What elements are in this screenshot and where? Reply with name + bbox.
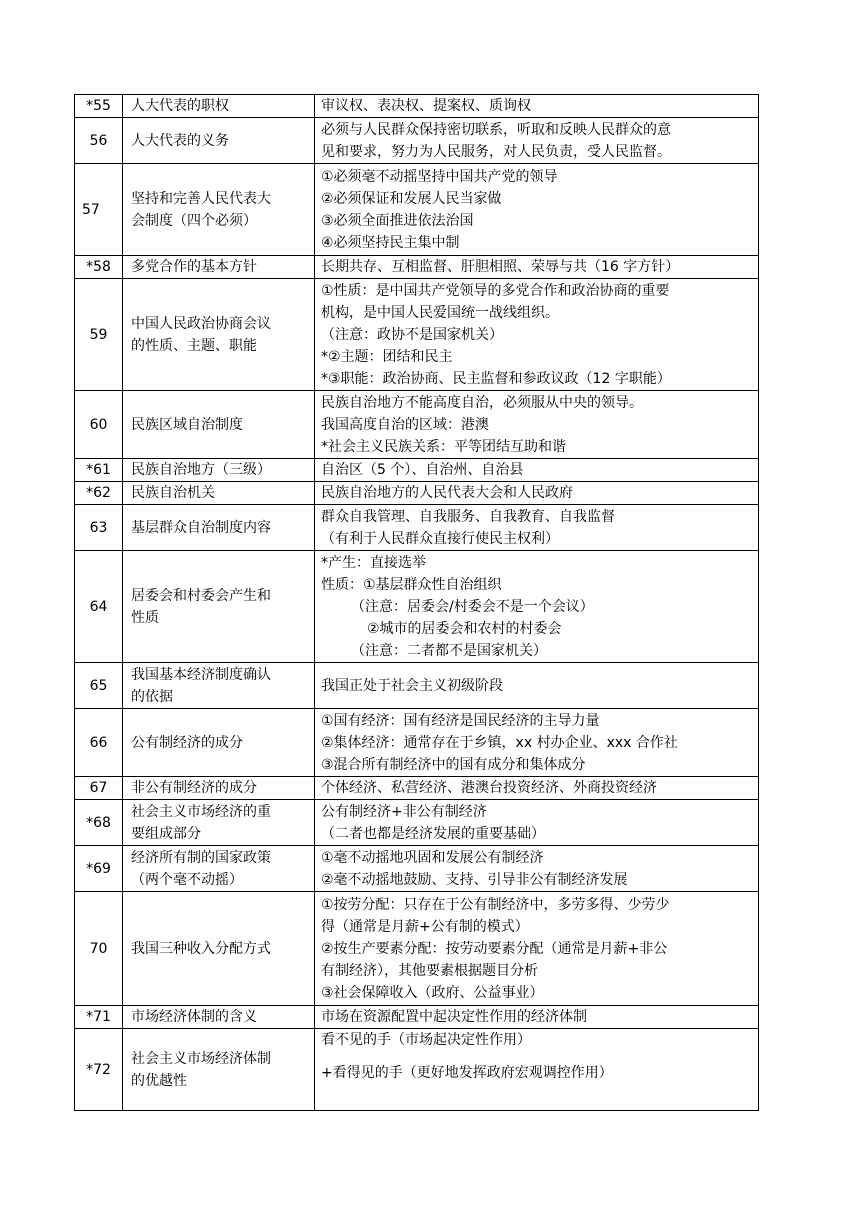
content-line: 公有制经济+非公有制经济 bbox=[321, 803, 487, 820]
row-topic bbox=[123, 709, 315, 777]
topic-line: 公有制经济的成分 bbox=[131, 734, 243, 751]
row-number: 59 bbox=[75, 279, 123, 391]
topic-line: 经济所有制的国家政策 bbox=[131, 849, 271, 866]
row-topic bbox=[123, 800, 315, 846]
table-row bbox=[75, 256, 759, 279]
content-line: *②主题：团结和民主 bbox=[321, 348, 453, 365]
table-row bbox=[75, 800, 759, 846]
content-line: 审议权、表决权、提案权、质询权 bbox=[321, 98, 531, 114]
row-number: 65 bbox=[75, 663, 123, 709]
content-line: ③混合所有制经济中的国有成分和集体成分 bbox=[321, 756, 586, 773]
row-topic bbox=[123, 118, 315, 164]
table-row bbox=[75, 551, 759, 663]
topic-line: 社会主义市场经济的重 bbox=[131, 803, 271, 820]
row-topic bbox=[123, 892, 315, 1006]
content-line: +看得见的手（更好地发挥政府宏观调控作用） bbox=[321, 1065, 613, 1081]
row-content bbox=[315, 164, 759, 256]
row-content bbox=[315, 459, 759, 482]
row-topic bbox=[123, 505, 315, 551]
content-line: ③社会保障收入（政府、公益事业） bbox=[321, 984, 544, 1001]
row-content bbox=[315, 95, 759, 118]
content-line: ③必须全面推进依法治国 bbox=[321, 212, 474, 229]
row-number: *72 bbox=[75, 1029, 123, 1111]
content-line: （有利于人民群众直接行使民主权利） bbox=[321, 530, 559, 547]
content-line: *产生：直接选举 bbox=[321, 554, 426, 571]
row-number: *69 bbox=[75, 846, 123, 892]
content-line: 看不见的手（市场起决定性作用） bbox=[321, 1032, 531, 1048]
topic-line: 非公有制经济的成分 bbox=[131, 780, 257, 796]
content-line: （注意：政协不是国家机关） bbox=[321, 326, 503, 343]
row-number: 67 bbox=[75, 777, 123, 800]
row-content bbox=[315, 505, 759, 551]
table-body bbox=[75, 95, 759, 1111]
topic-line: 人大代表的义务 bbox=[131, 132, 229, 149]
row-number: 63 bbox=[75, 505, 123, 551]
content-line: 个体经济、私营经济、港澳台投资经济、外商投资经济 bbox=[321, 780, 657, 796]
table-row bbox=[75, 1029, 759, 1111]
content-line: ②必须保证和发展人民当家做 bbox=[321, 190, 502, 207]
content-line: ②城市的居委会和农村的村委会 bbox=[367, 620, 562, 637]
row-topic bbox=[123, 95, 315, 118]
row-number: 70 bbox=[75, 892, 123, 1006]
row-content bbox=[315, 1029, 759, 1111]
table-row bbox=[75, 164, 759, 256]
content-line: *社会主义民族关系：平等团结互助和谐 bbox=[321, 438, 566, 455]
content-line: 民族自治地方的人民代表大会和人民政府 bbox=[321, 485, 573, 501]
table-row bbox=[75, 892, 759, 1006]
topic-line: 基层群众自治制度内容 bbox=[131, 519, 271, 536]
table-row bbox=[75, 709, 759, 777]
table-row bbox=[75, 777, 759, 800]
content-line: 自治区（5 个）、自治州、自治县 bbox=[321, 462, 524, 478]
row-content bbox=[315, 391, 759, 459]
content-line: 市场在资源配置中起决定性作用的经济体制 bbox=[321, 1009, 587, 1025]
row-topic bbox=[123, 777, 315, 800]
row-number: *62 bbox=[75, 482, 123, 505]
content-line: ①性质：是中国共产党领导的多党合作和政治协商的重要 bbox=[321, 282, 670, 299]
row-number: *58 bbox=[75, 256, 123, 279]
row-topic bbox=[123, 482, 315, 505]
row-content bbox=[315, 279, 759, 391]
content-line: 我国正处于社会主义初级阶段 bbox=[321, 677, 503, 694]
row-content bbox=[315, 118, 759, 164]
content-line: ①按劳分配：只存在于公有制经济中，多劳多得、少劳少 bbox=[321, 896, 670, 913]
row-topic bbox=[123, 1006, 315, 1029]
content-line: ①必须毫不动摇坚持中国共产党的领导 bbox=[321, 168, 558, 185]
topic-line: 坚持和完善人民代表大 bbox=[131, 190, 271, 207]
content-line: ②集体经济：通常存在于乡镇，xx 村办企业、xxx 合作社 bbox=[321, 734, 678, 751]
topic-line: 的依据 bbox=[131, 688, 173, 705]
row-number: 64 bbox=[75, 551, 123, 663]
topic-line: 多党合作的基本方针 bbox=[131, 259, 257, 275]
topic-line: 民族区域自治制度 bbox=[131, 416, 243, 433]
topic-line: 居委会和村委会产生和 bbox=[131, 587, 271, 604]
topic-line: 我国基本经济制度确认 bbox=[131, 666, 271, 683]
table-row bbox=[75, 118, 759, 164]
table-row bbox=[75, 95, 759, 118]
content-line: ②毫不动摇地鼓励、支持、引导非公有制经济发展 bbox=[321, 871, 628, 888]
row-topic bbox=[123, 663, 315, 709]
row-number: 66 bbox=[75, 709, 123, 777]
row-topic bbox=[123, 1029, 315, 1111]
topic-line: 人大代表的职权 bbox=[131, 98, 229, 114]
topic-line: 的性质、主题、职能 bbox=[131, 337, 257, 354]
topic-line: 我国三种收入分配方式 bbox=[131, 940, 271, 957]
row-topic bbox=[123, 164, 315, 256]
row-topic bbox=[123, 256, 315, 279]
content-line: 有制经济），其他要素根据题目分析 bbox=[321, 962, 538, 979]
topic-line: 社会主义市场经济体制 bbox=[131, 1050, 271, 1067]
content-line: 长期共存、互相监督、肝胆相照、荣辱与共（16 字方针） bbox=[321, 259, 680, 275]
content-line: （注意：二者都不是国家机关） bbox=[351, 642, 547, 659]
content-line: 性质：①基层群众性自治组织 bbox=[321, 576, 502, 593]
row-topic bbox=[123, 846, 315, 892]
row-number: 56 bbox=[75, 118, 123, 164]
row-number: 60 bbox=[75, 391, 123, 459]
row-number: *55 bbox=[75, 95, 123, 118]
row-content bbox=[315, 800, 759, 846]
content-line: （二者也都是经济发展的重要基础） bbox=[321, 825, 545, 842]
content-line: ②按生产要素分配：按劳动要素分配（通常是月薪+非公 bbox=[321, 940, 668, 957]
row-topic bbox=[123, 391, 315, 459]
knowledge-table bbox=[74, 94, 759, 1111]
topic-line: 要组成部分 bbox=[131, 825, 201, 842]
content-line: 我国高度自治的区域：港澳 bbox=[321, 416, 489, 433]
content-line: 见和要求，努力为人民服务，对人民负责，受人民监督。 bbox=[321, 143, 671, 160]
content-line: ①国有经济：国有经济是国民经济的主导力量 bbox=[321, 712, 600, 729]
row-topic bbox=[123, 551, 315, 663]
row-number: *61 bbox=[75, 459, 123, 482]
content-line: 群众自我管理、自我服务、自我教育、自我监督 bbox=[321, 508, 615, 525]
topic-line: 中国人民政治协商会议 bbox=[131, 315, 271, 332]
content-line: （注意：居委会/村委会不是一个会议） bbox=[351, 598, 594, 615]
row-content bbox=[315, 709, 759, 777]
table-row bbox=[75, 505, 759, 551]
content-line: *③职能：政治协商、民主监督和参政议政（12 字职能） bbox=[321, 370, 671, 387]
content-line: 必须与人民群众保持密切联系，听取和反映人民群众的意 bbox=[321, 121, 671, 138]
topic-line: （两个毫不动摇） bbox=[131, 871, 243, 888]
row-content bbox=[315, 846, 759, 892]
row-topic bbox=[123, 459, 315, 482]
content-line: 民族自治地方不能高度自治，必须服从中央的领导。 bbox=[321, 394, 643, 411]
row-number: *68 bbox=[75, 800, 123, 846]
content-line: 机构，是中国人民爱国统一战线组织。 bbox=[321, 304, 559, 321]
row-content bbox=[315, 1006, 759, 1029]
topic-line: 性质 bbox=[131, 609, 159, 626]
table-row bbox=[75, 1006, 759, 1029]
row-number: *71 bbox=[75, 1006, 123, 1029]
row-topic bbox=[123, 279, 315, 391]
row-content bbox=[315, 482, 759, 505]
row-content bbox=[315, 663, 759, 709]
table-row bbox=[75, 482, 759, 505]
topic-line: 的优越性 bbox=[131, 1072, 187, 1089]
content-line: ④必须坚持民主集中制 bbox=[321, 234, 460, 251]
row-content bbox=[315, 256, 759, 279]
table-row bbox=[75, 391, 759, 459]
table-row bbox=[75, 846, 759, 892]
table-row bbox=[75, 459, 759, 482]
row-content bbox=[315, 777, 759, 800]
topic-line: 民族自治机关 bbox=[131, 485, 215, 501]
table-row bbox=[75, 663, 759, 709]
topic-line: 民族自治地方（三级） bbox=[131, 462, 271, 478]
content-line: 得（通常是月薪+公有制的模式） bbox=[321, 918, 529, 935]
topic-line: 会制度（四个必须） bbox=[131, 212, 257, 229]
row-content bbox=[315, 892, 759, 1006]
topic-line: 市场经济体制的含义 bbox=[131, 1009, 257, 1025]
table-row bbox=[75, 279, 759, 391]
content-line: ①毫不动摇地巩固和发展公有制经济 bbox=[321, 849, 544, 866]
row-number: 57 bbox=[75, 164, 123, 256]
row-content bbox=[315, 551, 759, 663]
